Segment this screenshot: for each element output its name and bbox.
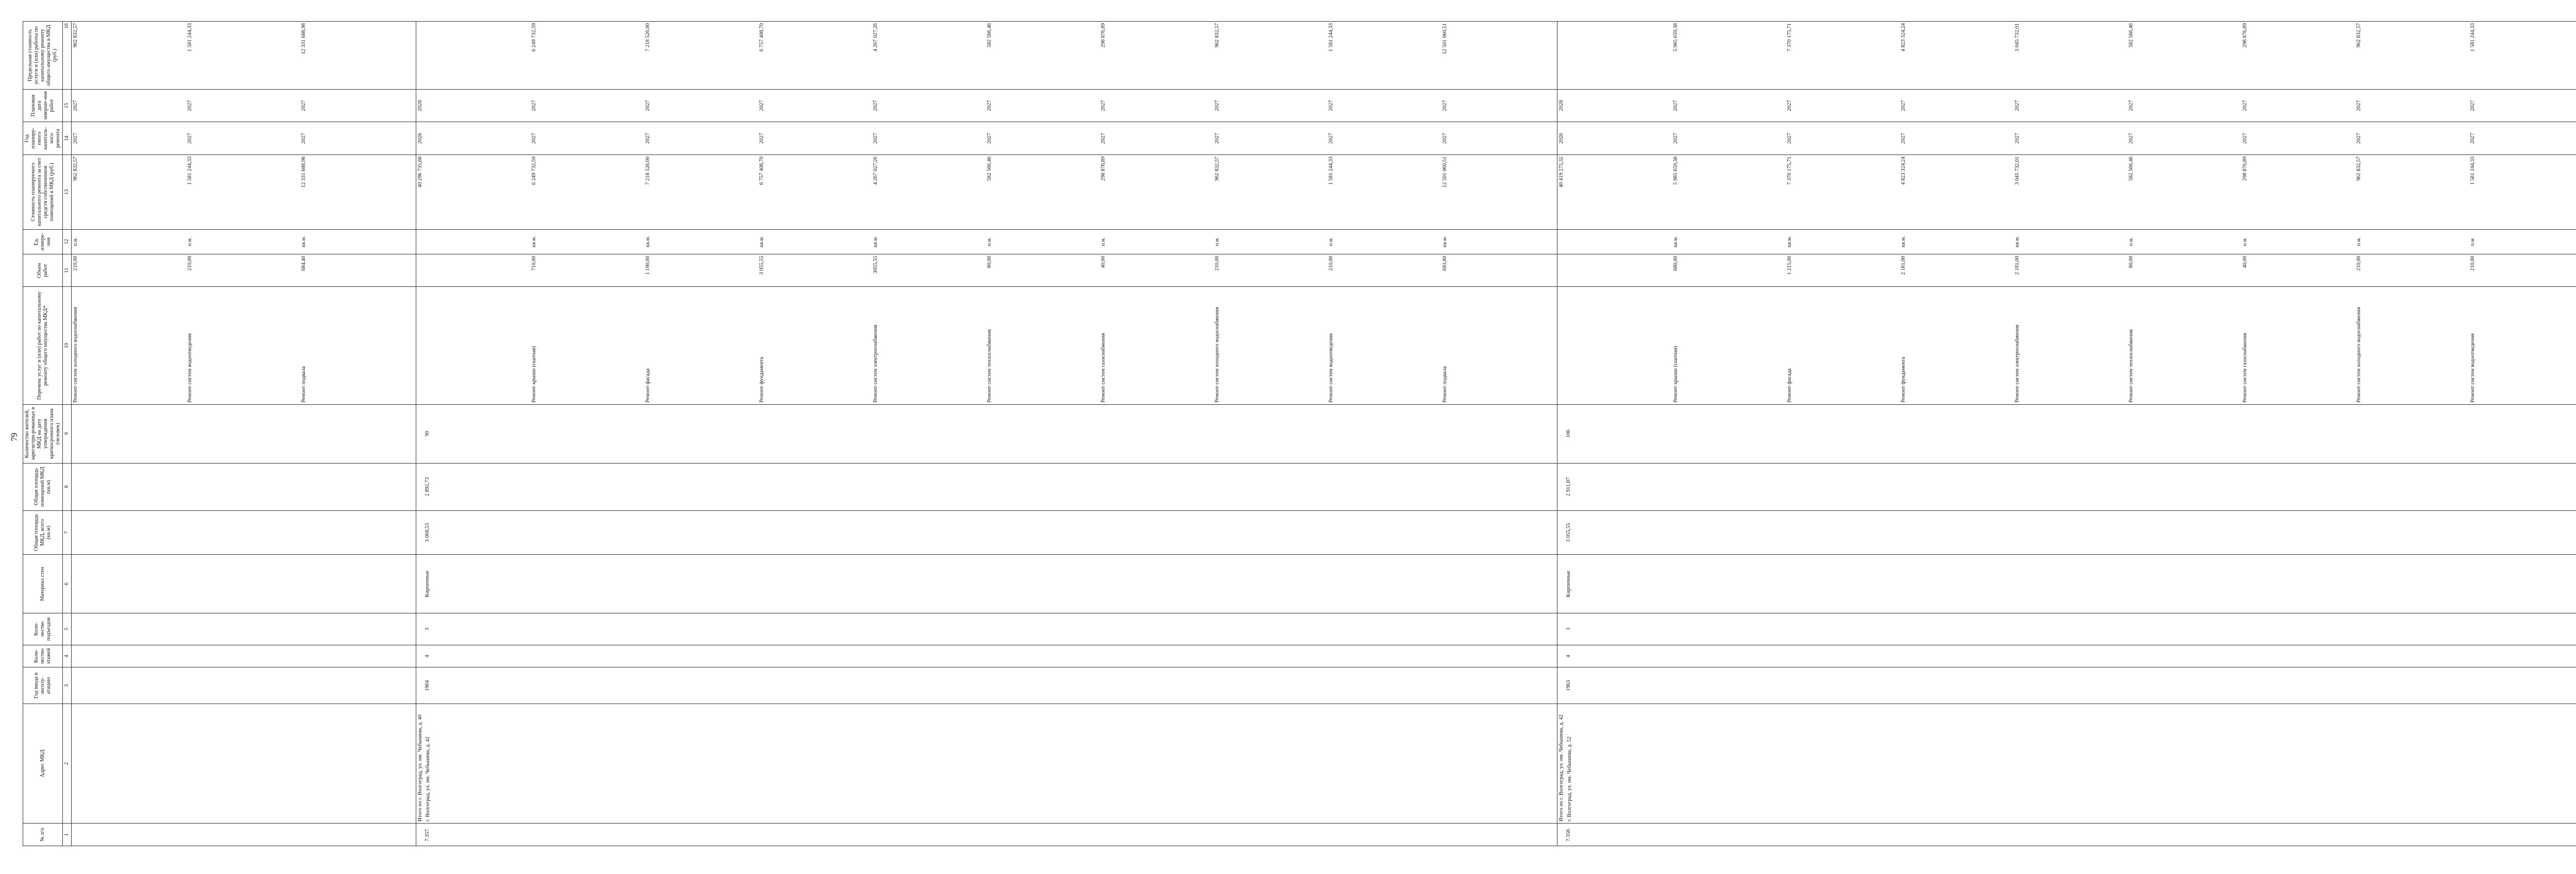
column-number: 10 [63,287,72,404]
work-type: Ремонт фундамента [1900,356,1906,403]
end-date: 2027 [2356,100,2362,111]
unit: кв.м. [1786,236,1792,248]
column-number: 8 [63,463,72,510]
total-area: 3 068,53 [424,523,430,542]
total-area: 3 055,55 [1566,523,1572,542]
work-volume: 693,80 [1442,255,1448,271]
column-number: 9 [63,404,72,463]
residents: 106 [1566,430,1572,438]
unit: кв.м. [758,236,765,248]
planned-cost: 1 581 244,33 [1328,156,1334,185]
work-volume: 2 181,00 [1900,255,1906,275]
planned-cost-cell [72,155,416,229]
planned-cost: 40 419 275,32 [1558,156,1565,188]
work-type [1558,288,1672,402]
planned-cost: 7 370 175,71 [1786,156,1792,185]
unit: п.м. [187,237,193,246]
unit: кв.м. [1672,236,1679,248]
limit-cost: 582 566,46 [987,23,993,48]
column-number: 4 [63,645,72,667]
wall-material: Кирпичные [1566,570,1572,597]
unit: п.м. [1328,237,1334,246]
table-body [72,22,2576,846]
year-built-cell [72,667,416,704]
limit-cost: 298 876,89 [2242,23,2248,48]
planned-cost: 962 832,57 [1214,156,1221,181]
planned-cost: 1 581 244,33 [2470,156,2476,185]
limit-cost-cell [1557,22,2576,90]
column-header: Перечень услуг и (или) работ по капитальному ремонту общего имущества МКД* [23,287,63,404]
unit-cell [1557,229,2576,254]
column-header: Материал стен [23,555,63,613]
work-type-cell [72,287,416,404]
work-type-cell [416,287,1557,404]
end-date: 2027 [645,100,651,111]
limit-cost: 5 985 659,38 [1672,23,1679,52]
limit-cost: 4 823 324,24 [1900,23,1906,52]
year-built: 1964 [424,680,430,691]
unit: кв.м. [645,236,651,248]
repair-year: 2027 [2128,133,2134,144]
work-type: Ремонт крыши (скатная) [531,346,537,403]
planned-cost: 298 876,89 [2242,156,2248,181]
residents: 90 [424,431,430,437]
year-built: 1963 [1566,680,1572,691]
rooms-area-cell [1557,463,2576,510]
end-date: 2027 [2470,100,2476,111]
work-type [417,288,531,402]
limit-cost: 7 218 526,00 [645,23,651,52]
work-type: Ремонт фундамента [758,356,765,403]
planned-cost: 5 985 659,38 [1672,156,1679,185]
work-type-cell [1557,287,2576,404]
end-date: 2027 [758,100,765,111]
unit-cell [416,229,1557,254]
address-cell [1557,704,2576,823]
residents-cell [72,404,416,463]
repair-year: 2027 [300,133,307,144]
unit: кв.м. [531,236,537,248]
unit [417,231,531,252]
unit: п.м. [2128,237,2134,246]
column-header: Предельная стоимость услуги и (или) работы по капитальному ремонту общего имущества в МКД (руб.) [23,22,63,90]
limit-cost: 962 832,57 [2356,23,2362,48]
limit-cost: 3 045 732,01 [2014,23,2020,52]
column-number-row [63,22,72,846]
column-header: Коли-чество этажей [23,645,63,667]
column-number: 11 [63,254,72,287]
end-date: 2027 [1672,100,1679,111]
planned-cost-cell [1557,155,2576,229]
planned-cost: 298 876,89 [1100,156,1107,181]
repair-year: 2026 [1558,133,1565,144]
limit-cost-cell [72,22,416,90]
planned-cost: 582 566,46 [987,156,993,181]
row-number: 7.357. [424,828,430,842]
unit: кв.м. [1442,236,1448,248]
table-header-row [23,22,63,846]
work-type: Ремонт систем теплоснабжения [2128,329,2134,403]
rooms-area: 2 892,73 [424,477,430,496]
work-volume: 3 055,55 [758,255,765,275]
entrances-cell [72,613,416,645]
unit: кв.м. [2014,236,2020,248]
unit: п.м. [987,237,993,246]
planned-cost: 962 832,57 [73,156,79,181]
work-type: Ремонт подвала [1442,366,1448,403]
repair-year: 2027 [1100,133,1107,144]
page-number: 79 [9,433,19,441]
end-date: 2027 [872,100,878,111]
limit-cost: 12 331 688,98 [300,23,307,55]
table-row [72,22,416,846]
planned-cost-cell [416,155,1557,229]
repair-year: 2027 [1442,133,1448,144]
column-header: Общая площадь помещений МКД (кв.м) [23,463,63,510]
floors-cell [416,645,1557,667]
column-header: Коли-чество подъездов [23,613,63,645]
work-type: Ремонт систем газоснабжения [1100,333,1107,403]
column-header: Стоимость планируемого капитального ремонта за счет средств собственников помещений в МКД (руб.) [23,155,63,229]
floors: 4 [424,655,430,658]
floors: 4 [1566,655,1572,658]
limit-cost: 7 370 175,71 [1786,23,1792,52]
work-volume: 684,40 [300,255,307,271]
limit-cost: 582 566,46 [2128,23,2134,48]
limit-cost: 4 267 027,26 [872,23,878,52]
unit [1558,231,1672,252]
work-volume: 1 215,00 [1786,255,1792,275]
end-date-cell [72,89,416,122]
column-number: 5 [63,613,72,645]
repair-year: 2027 [73,133,79,144]
repair-year: 2027 [872,133,878,144]
total-label: Итого по г. Волгоград, ул. им. Чебышева, д. 42 [1558,714,1565,822]
limit-cost: 298 876,89 [1100,23,1107,48]
repair-year-cell [1557,122,2576,155]
address: г. Волгоград, ул. им. Чебышева, д. 42 [425,736,431,822]
end-date-cell [1557,89,2576,122]
work-type: Ремонт систем электроснабжения [872,324,878,403]
work-type: Ремонт систем холодного водоснабжения [1214,307,1221,403]
column-number: 3 [63,667,72,704]
repair-year: 2026 [417,133,423,144]
work-volume: 210,00 [2470,255,2476,271]
work-volume: 2 181,00 [2014,255,2020,275]
column-number: 16 [63,22,72,90]
repair-year: 2027 [1672,133,1679,144]
repair-year: 2027 [2470,133,2476,144]
work-volume: 680,00 [1672,255,1679,271]
repair-year: 2027 [987,133,993,144]
work-volume-cell [72,254,416,287]
limit-cost: 6 249 732,59 [531,23,537,52]
end-date: 2027 [1328,100,1334,111]
row-number: 7.358. [1566,828,1572,842]
floors-cell [72,645,416,667]
column-header: Объем работ [23,254,63,287]
end-date: 2027 [1900,100,1906,111]
repair-year: 2027 [1786,133,1792,144]
wall-material-cell [416,555,1557,613]
work-volume: 80,00 [987,255,993,268]
planned-cost: 6 757 408,70 [758,156,765,185]
row-number-cell [72,824,416,846]
work-type: Ремонт систем холодного водоснабжения [73,307,79,403]
year-built-cell [1557,667,2576,704]
work-type: Ремонт систем газоснабжения [2242,333,2248,403]
end-date: 2027 [531,100,537,111]
planned-cost: 12 331 688,98 [300,156,307,188]
residents-cell [1557,404,2576,463]
floors-cell [1557,645,2576,667]
limit-cost [1558,23,1672,88]
unit-cell [72,229,416,254]
work-type: Ремонт крыши (скатная) [1672,346,1679,403]
work-volume: 210,00 [187,255,193,271]
end-date: 2027 [1786,100,1792,111]
work-volume: 210,00 [2356,255,2362,271]
limit-cost: 12 501 060,51 [1442,23,1448,55]
entrances: 3 [1566,627,1572,631]
wall-material-cell [72,555,416,613]
column-header: Ед. измере-ния [23,229,63,254]
end-date: 2027 [2242,100,2248,111]
column-number: 12 [63,229,72,254]
end-date: 2027 [187,100,193,111]
end-date: 2027 [1442,100,1448,111]
work-volume: 210,00 [1214,255,1221,271]
work-type: Ремонт фасада [1786,368,1792,403]
repair-year: 2027 [187,133,193,144]
work-volume [1558,256,1672,285]
work-volume: 3055,55 [872,255,878,273]
address-cell [72,704,416,823]
column-number: 13 [63,155,72,229]
end-date: 2027 [300,100,307,111]
repair-year: 2027 [2356,133,2362,144]
work-type: Ремонт систем теплоснабжения [987,329,993,403]
work-volume: 40,00 [2242,255,2248,268]
year-built-cell [416,667,1557,704]
work-volume: 210,00 [73,255,79,271]
limit-cost: 1 581 244,33 [2470,23,2476,52]
table-row [416,22,1557,846]
limit-cost-cell [416,22,1557,90]
planned-cost: 962 832,57 [2356,156,2362,181]
end-date: 2027 [2128,100,2134,111]
address-cell [416,704,1557,823]
end-date: 2027 [987,100,993,111]
repair-year: 2027 [1214,133,1221,144]
unit: п.м. [2356,237,2362,246]
work-type: Ремонт систем водоотведения [1328,333,1334,403]
unit: кв.м. [872,236,878,248]
unit: п.м. [2470,237,2476,246]
work-volume [417,256,531,285]
end-date: 2027 [1100,100,1107,111]
planned-cost: 4 823 324,24 [1900,156,1906,185]
work-volume: 80,00 [2128,255,2134,268]
limit-cost: 962 832,57 [1214,23,1221,48]
end-date: 2027 [2014,100,2020,111]
wall-material-cell [1557,555,2576,613]
column-number: 7 [63,510,72,555]
column-header: Количество жителей, зарегистри-рованных в МКД на дату утверждения краткосрочного плана (человек) [23,404,63,463]
work-type: Ремонт систем водоотведения [2470,333,2476,403]
rooms-area-cell [416,463,1557,510]
work-volume: 40,00 [1100,255,1107,268]
work-type: Ремонт подвала [300,366,307,403]
repair-year: 2027 [758,133,765,144]
total-area-cell [1557,510,2576,555]
repair-year: 2027 [1900,133,1906,144]
address: г. Волгоград, ул. им. Чебышева, д. 52 [1566,736,1572,822]
repair-year-cell [416,122,1557,155]
end-date: 2027 [1214,100,1221,111]
unit: п.м. [2242,237,2248,246]
work-type: Ремонт систем водоотведения [187,333,193,403]
row-number-cell [416,824,1557,846]
column-header: № п/п [23,824,63,846]
repair-year-cell [72,122,416,155]
end-date: 2027 [73,100,79,111]
limit-cost: 1 581 244,33 [187,23,193,52]
work-type: Ремонт фасада [645,368,651,403]
column-number: 15 [63,89,72,122]
unit: п.м. [1214,237,1221,246]
work-volume-cell [416,254,1557,287]
total-label: Итого по г. Волгоград, ул. им. Чебышева, д. 40 [417,714,423,822]
residents-cell [416,404,1557,463]
column-header: Год ввода в эксплу-атацию [23,667,63,704]
repair-year: 2027 [2242,133,2248,144]
row-number-cell [1557,824,2576,846]
limit-cost: 962 832,57 [73,23,79,48]
entrances-cell [1557,613,2576,645]
total-area-cell [72,510,416,555]
column-header: Адрес МКД [23,704,63,823]
unit: п.м. [73,237,79,246]
column-header: Общая площадь МКД, всего (кв.м) [23,510,63,555]
repair-year: 2027 [1328,133,1334,144]
table-row [1557,22,2576,846]
planned-cost: 6 249 732,59 [531,156,537,185]
planned-cost: 4 267 027,26 [872,156,878,185]
capital-repair-table [23,21,2576,846]
end-date: 2028 [417,100,423,111]
total-area-cell [416,510,1557,555]
column-number: 6 [63,555,72,613]
planned-cost: 7 218 526,00 [645,156,651,185]
planned-cost: 40 296 735,68 [417,156,423,188]
entrances: 3 [424,627,430,631]
planned-cost: 1 581 244,33 [187,156,193,185]
work-volume: 1 190,00 [645,255,651,275]
column-number: 14 [63,122,72,155]
limit-cost: 6 757 408,70 [758,23,765,52]
unit: кв.м. [300,236,307,248]
work-type: Ремонт систем холодного водоснабжения [2356,307,2362,403]
work-volume: 710,00 [531,255,537,271]
column-header: Плановая дата заверше-ния работ [23,89,63,122]
rooms-area-cell [72,463,416,510]
column-number: 2 [63,704,72,823]
planned-cost: 12 501 060,51 [1442,156,1448,188]
work-volume: 210,00 [1328,255,1334,271]
wall-material: Кирпичные [424,570,430,597]
limit-cost [417,23,531,88]
repair-year: 2027 [645,133,651,144]
limit-cost: 1 581 244,33 [1328,23,1334,52]
unit: кв.м. [1900,236,1906,248]
unit: п.м. [1100,237,1107,246]
repair-year: 2027 [531,133,537,144]
end-date: 2028 [1558,100,1565,111]
entrances-cell [416,613,1557,645]
end-date-cell [416,89,1557,122]
work-volume-cell [1557,254,2576,287]
repair-year: 2027 [2014,133,2020,144]
column-header: Год планиру-емого капиталь-ного ремонта [23,122,63,155]
planned-cost: 582 566,46 [2128,156,2134,181]
column-number: 1 [63,824,72,846]
work-type: Ремонт систем электроснабжения [2014,324,2020,403]
rooms-area: 2 911,87 [1566,477,1572,496]
planned-cost: 3 045 732,01 [2014,156,2020,185]
